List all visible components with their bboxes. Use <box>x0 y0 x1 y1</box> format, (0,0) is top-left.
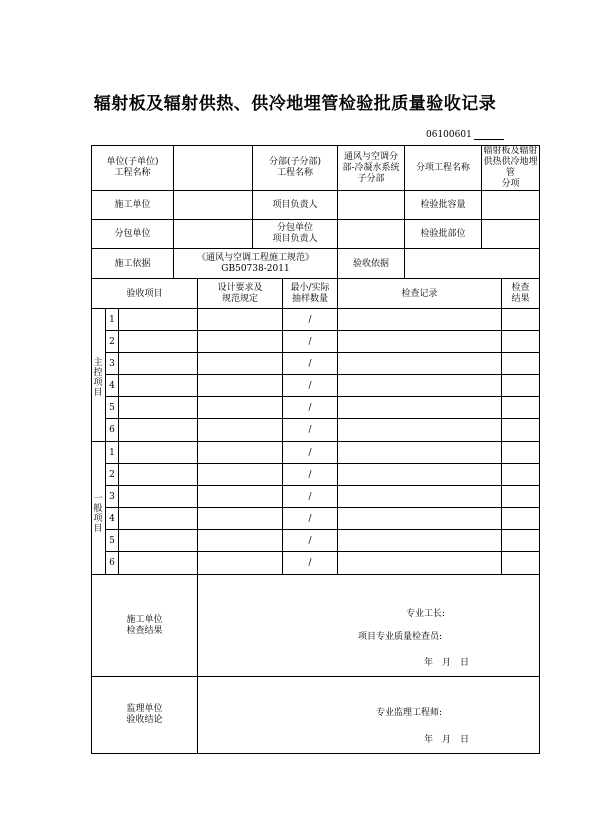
main-row-result[interactable] <box>502 397 540 419</box>
general-row-sample[interactable]: / <box>283 552 338 575</box>
main-row-design[interactable] <box>198 331 283 353</box>
construction-basis-value: 《通风与空调工程施工规范》 GB50738-2011 <box>174 249 338 279</box>
subcontractor-label: 分包单位 <box>92 220 174 249</box>
general-row-item[interactable] <box>119 552 198 575</box>
column-item: 验收项目 <box>92 279 198 309</box>
general-row-design[interactable] <box>198 530 283 552</box>
project-manager-value[interactable] <box>338 191 405 220</box>
main-row-record[interactable] <box>338 309 502 331</box>
main-row-sample[interactable]: / <box>283 419 338 442</box>
general-row-number: 1 <box>106 442 119 464</box>
general-row-design[interactable] <box>198 508 283 530</box>
main-row-record[interactable] <box>338 397 502 419</box>
column-design-requirement: 设计要求及 规范规定 <box>198 279 283 309</box>
general-row-number: 6 <box>106 552 119 575</box>
main-row-number: 2 <box>106 331 119 353</box>
main-row-design[interactable] <box>198 419 283 442</box>
general-group-label: 一 般 项 目 <box>93 494 103 534</box>
main-row-item[interactable] <box>119 331 198 353</box>
general-row-design[interactable] <box>198 552 283 575</box>
general-row-number: 2 <box>106 464 119 486</box>
supervising-engineer-signature-label: 专业监理工程师: <box>376 708 443 718</box>
quality-inspector-signature-label: 项目专业质量检查员: <box>358 632 443 642</box>
main-row-number: 4 <box>106 375 119 397</box>
main-row-sample[interactable]: / <box>283 309 338 331</box>
column-inspection-result: 检查 结果 <box>502 279 540 309</box>
batch-location-value[interactable] <box>482 220 540 249</box>
general-row-result[interactable] <box>502 530 540 552</box>
main-row-item[interactable] <box>119 309 198 331</box>
main-row-result[interactable] <box>502 331 540 353</box>
batch-size-label: 检验批容量 <box>405 191 482 220</box>
general-row-sample[interactable]: / <box>283 464 338 486</box>
general-row-record[interactable] <box>338 464 502 486</box>
form-code-underline <box>474 131 504 140</box>
general-row-result[interactable] <box>502 464 540 486</box>
main-row-record[interactable] <box>338 331 502 353</box>
main-row-item[interactable] <box>119 397 198 419</box>
main-row-design[interactable] <box>198 375 283 397</box>
supervision-check-area[interactable] <box>198 677 540 754</box>
sub-project-manager-value[interactable] <box>338 220 405 249</box>
main-row-item[interactable] <box>119 375 198 397</box>
general-row-record[interactable] <box>338 530 502 552</box>
general-row-result[interactable] <box>502 442 540 464</box>
general-row-design[interactable] <box>198 486 283 508</box>
general-row-result[interactable] <box>502 552 540 575</box>
main-row-design[interactable] <box>198 309 283 331</box>
unit-name-value[interactable] <box>174 146 253 191</box>
general-row-design[interactable] <box>198 442 283 464</box>
page-title: 辐射板及辐射供热、供冷地埋管检验批质量验收记录 <box>93 94 497 114</box>
general-row-number: 5 <box>106 530 119 552</box>
main-row-result[interactable] <box>502 419 540 442</box>
construction-date-label: 年 月 日 <box>424 658 470 668</box>
construction-basis-label: 施工依据 <box>92 249 174 279</box>
general-row-sample[interactable]: / <box>283 486 338 508</box>
main-row-design[interactable] <box>198 353 283 375</box>
general-row-item[interactable] <box>119 508 198 530</box>
main-row-number: 3 <box>106 353 119 375</box>
main-group-label: 主 控 项 目 <box>93 358 103 398</box>
general-row-sample[interactable]: / <box>283 442 338 464</box>
general-row-item[interactable] <box>119 486 198 508</box>
contractor-value[interactable] <box>174 191 253 220</box>
foreman-signature-label: 专业工长: <box>406 609 446 619</box>
sub-project-manager-label: 分包单位 项目负责人 <box>253 220 338 249</box>
general-row-record[interactable] <box>338 552 502 575</box>
main-row-item[interactable] <box>119 353 198 375</box>
main-row-sample[interactable]: / <box>283 331 338 353</box>
main-row-number: 5 <box>106 397 119 419</box>
general-row-design[interactable] <box>198 464 283 486</box>
acceptance-basis-label: 验收依据 <box>338 249 405 279</box>
project-manager-label: 项目负责人 <box>253 191 338 220</box>
division-name-label: 分部(子分部) 工程名称 <box>253 146 338 191</box>
subitem-name-label: 分项工程名称 <box>405 146 482 191</box>
column-sample-quantity: 最小/实际 抽样数量 <box>283 279 338 309</box>
general-row-result[interactable] <box>502 508 540 530</box>
general-row-item[interactable] <box>119 442 198 464</box>
batch-location-label: 检验批部位 <box>405 220 482 249</box>
general-row-sample[interactable]: / <box>283 530 338 552</box>
general-row-item[interactable] <box>119 530 198 552</box>
general-row-result[interactable] <box>502 486 540 508</box>
inspection-form-table <box>91 145 540 754</box>
main-row-result[interactable] <box>502 375 540 397</box>
general-row-number: 4 <box>106 508 119 530</box>
main-row-design[interactable] <box>198 397 283 419</box>
general-row-record[interactable] <box>338 486 502 508</box>
subcontractor-value[interactable] <box>174 220 253 249</box>
unit-name-label: 单位(子单位) 工程名称 <box>92 146 174 191</box>
general-row-item[interactable] <box>119 464 198 486</box>
supervision-check-label: 监理单位 验收结论 <box>92 677 198 754</box>
general-row-record[interactable] <box>338 442 502 464</box>
main-row-record[interactable] <box>338 419 502 442</box>
batch-size-value[interactable] <box>482 191 540 220</box>
general-row-number: 3 <box>106 486 119 508</box>
main-row-sample[interactable]: / <box>283 353 338 375</box>
division-name-value[interactable]: 通风与空调分 部-冷凝水系统 子分部 <box>338 146 405 191</box>
main-row-number: 6 <box>106 419 119 442</box>
main-row-number: 1 <box>106 309 119 331</box>
main-row-item[interactable] <box>119 419 198 442</box>
main-row-record[interactable] <box>338 353 502 375</box>
general-row-record[interactable] <box>338 508 502 530</box>
acceptance-basis-value[interactable] <box>405 249 540 279</box>
form-code-value: 06100601 <box>426 130 472 140</box>
main-row-result[interactable] <box>502 309 540 331</box>
construction-check-label: 施工单位 检查结果 <box>92 575 198 677</box>
column-inspection-record: 检查记录 <box>338 279 502 309</box>
general-row-sample[interactable]: / <box>283 508 338 530</box>
main-row-result[interactable] <box>502 353 540 375</box>
main-row-sample[interactable]: / <box>283 375 338 397</box>
construction-check-area[interactable] <box>198 575 540 677</box>
supervision-date-label: 年 月 日 <box>424 735 470 745</box>
main-row-sample[interactable]: / <box>283 397 338 419</box>
subitem-name-value[interactable]: 辐射板及辐射 供热供冷地埋管 分项 <box>483 146 538 189</box>
contractor-label: 施工单位 <box>92 191 174 220</box>
main-row-record[interactable] <box>338 375 502 397</box>
form-code <box>426 130 504 140</box>
